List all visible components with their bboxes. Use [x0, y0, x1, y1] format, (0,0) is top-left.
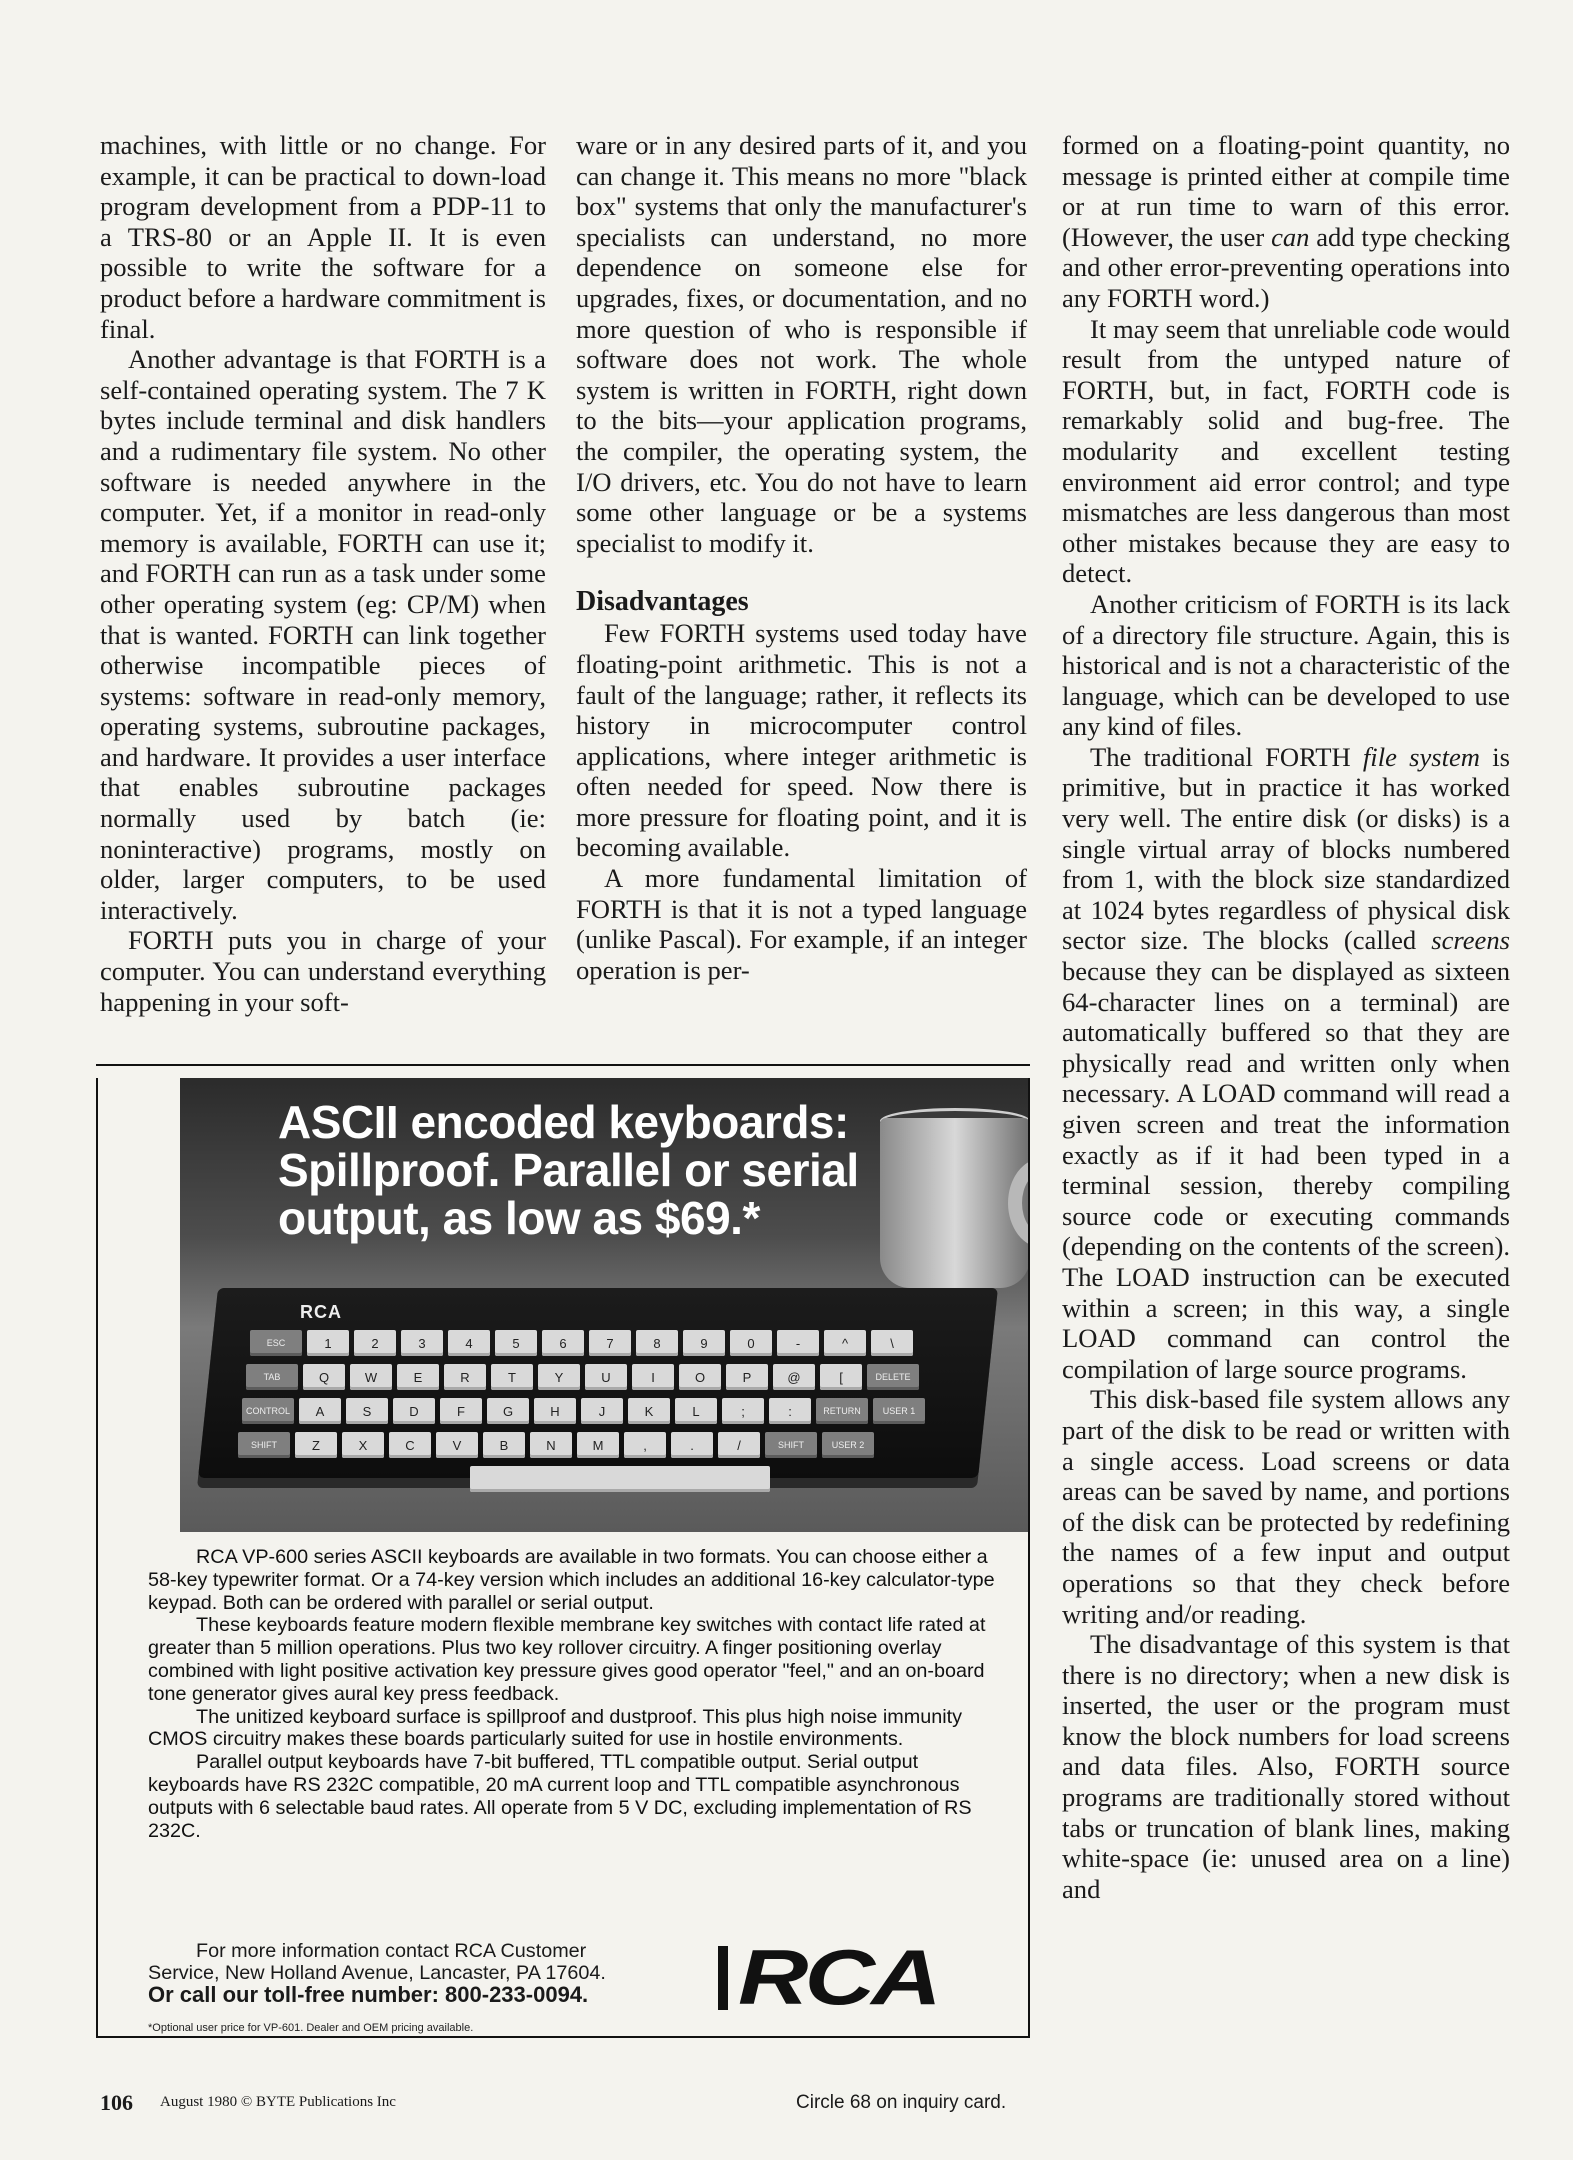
contact-line: For more information contact RCA Customer [196, 1940, 587, 1962]
paragraph: FORTH puts you in charge of your computer. You can understand everything happening in your soft- [100, 925, 546, 1017]
article-column-1 [100, 130, 546, 1017]
paragraph: It may seem that unreliable code would result from the untyped nature of FORTH, but, in fact, FORTH code is remarkably solid and bug-free. The modularity and excellent testing environment aid error control; and type mismatches are less dangerous than most other mistakes because they are easy to detect. [1062, 313, 1510, 589]
page-number: 106 [100, 2090, 133, 2115]
ad-paragraph: The unitized keyboard surface is spillproof and dustproof. This plus high noise immunity CMOS circuitry makes these boards particularly suited for use in hostile environments. [148, 1705, 963, 1751]
ad-photo-keyboard [180, 1078, 1028, 1532]
ad-paragraph: RCA VP-600 series ASCII keyboards are available in two formats. You can choose either a 58-key typewriter format. Or a 74-key version which includes an additional 16-key calculator-type keypad. Both can be ordered with parallel or serial output. [148, 1546, 995, 1614]
key: G [487, 1398, 529, 1424]
paragraph: machines, with little or no change. For example, it can be practical to down-load program development from a PDP-11 to a TRS-80 or an Apple II. It is even possible to write the software for a product before a hardware commitment is final. [100, 130, 546, 344]
key: ; [722, 1398, 764, 1424]
mug-icon [880, 1118, 1028, 1288]
key: - [777, 1330, 819, 1356]
key: ^ [824, 1330, 866, 1356]
key: . [671, 1432, 713, 1458]
key: A [299, 1398, 341, 1424]
ad-footnote: *Optional user price for VP-601. Dealer and OEM pricing available. [148, 2022, 474, 2034]
key: Q [303, 1364, 345, 1390]
text-run: The traditional FORTH [1090, 741, 1363, 772]
key: 7 [589, 1330, 631, 1356]
key: 5 [495, 1330, 537, 1356]
key: D [393, 1398, 435, 1424]
ad-body-copy [148, 1546, 1008, 1842]
text-run: because they can be displayed as sixteen 64-character lines on a terminal) are automatically buffered so that they are physically read and written only when necessary. A LOAD command will read a given screen and treat the information exactly as if it had been typed in a terminal session, thereby compiling source code or executing commands (depending on the contents of the screen). The LOAD instruction can be executed within a screen; in this way, a single LOAD command can control the compilation of large source programs. [1062, 956, 1510, 1384]
key: 3 [401, 1330, 443, 1356]
paragraph [1062, 742, 1510, 1384]
key: R [444, 1364, 486, 1390]
ad-contact [148, 1940, 708, 2006]
key: U [585, 1364, 627, 1390]
key: S [346, 1398, 388, 1424]
paragraph: This disk-based file system allows any part of the disk to be read or written with a single access. Load screens or data areas can be saved by name, and portions of the disk can be protected by redefining the names of a few input and output operations so that they check before writing and/or reading. [1062, 1384, 1510, 1629]
paragraph: Few FORTH systems used today have floating-point arithmetic. This is not a fault of the language; rather, it reflects its history in microcomputer control applications, where integer arithmetic is often needed for speed. Now there is more pressure for floating point, and it is becoming available. [576, 618, 1027, 863]
ad-top-rule [96, 1064, 1030, 1066]
key: USER 2 [822, 1432, 874, 1458]
key: RETURN [816, 1398, 868, 1424]
keyboard-row [246, 1364, 919, 1390]
key: H [534, 1398, 576, 1424]
keyboard-row [470, 1466, 770, 1492]
text-run: is primitive, but in practice it has worked very well. The entire disk (or disks) is a single virtual array of blocks numbered from 1, with the block size standardized at 1024 bytes regardless of physical disk sector size. The blocks (called [1062, 741, 1510, 956]
paragraph: A more fundamental limitation of FORTH is that it is not a typed language (unlike Pascal). For example, if an integer operation is per- [576, 863, 1027, 985]
key: 2 [354, 1330, 396, 1356]
contact-line: Service, New Holland Avenue, Lancaster, PA 17604. [148, 1962, 606, 1984]
emphasis: can [1271, 221, 1310, 252]
rca-logo: RCA [738, 1933, 938, 2021]
key: @ [773, 1364, 815, 1390]
key: 6 [542, 1330, 584, 1356]
key: E [397, 1364, 439, 1390]
article-column-2 [576, 130, 1027, 985]
emphasis: file system [1362, 741, 1481, 772]
article-column-3 [1062, 130, 1510, 1904]
rca-advertisement [96, 1078, 1030, 2038]
key: TAB [246, 1364, 298, 1390]
key: : [769, 1398, 811, 1424]
key: 4 [448, 1330, 490, 1356]
key: , [624, 1432, 666, 1458]
key: / [718, 1432, 760, 1458]
key: CONTROL [242, 1398, 294, 1424]
key: P [726, 1364, 768, 1390]
emphasis: screens [1431, 925, 1510, 956]
keyboard-row [250, 1330, 913, 1356]
key: L [675, 1398, 717, 1424]
key: X [342, 1432, 384, 1458]
key: 0 [730, 1330, 772, 1356]
key: [ [820, 1364, 862, 1390]
keyboard-row [242, 1398, 925, 1424]
key: T [491, 1364, 533, 1390]
key: ESC [250, 1330, 302, 1356]
paragraph: The disadvantage of this system is that there is no directory; when a new disk is inserted, the user or the program must know the block numbers for load screens and data files. Also, FORTH source programs are traditionally stored without tabs or truncation of blank lines, making white-space (ie: unused area on a line) and [1062, 1629, 1510, 1904]
key: F [440, 1398, 482, 1424]
paragraph: ware or in any desired parts of it, and you can change it. This means no more "black box" systems that only the manufacturer's specialists can understand, no more dependence on someone else for upgrades, fixes, or documentation, and no more question of who is responsible if software does not work. The whole system is written in FORTH, right down to the bits—your application programs, the compiler, the operating system, the I/O drivers, etc. You do not have to learn some other language or be a systems specialist to modify it. [576, 130, 1027, 558]
key: Y [538, 1364, 580, 1390]
key: V [436, 1432, 478, 1458]
key: B [483, 1432, 525, 1458]
key: M [577, 1432, 619, 1458]
publication-line: August 1980 © BYTE Publications Inc [160, 2094, 396, 2110]
key: Z [295, 1432, 337, 1458]
text-run: formed on a floating-point quantity, no message is printed either at compile time or at run time to warn of this error. (However, the user [1062, 130, 1510, 252]
text-run: add type checking and other error-preventing operations into any FORTH word.) [1062, 221, 1510, 313]
key: K [628, 1398, 670, 1424]
keyboard-brand: RCA [300, 1302, 342, 1322]
key: SHIFT [238, 1432, 290, 1458]
ad-paragraph: Parallel output keyboards have 7-bit buffered, TTL compatible output. Serial output keyboards have RS 232C compatible, 20 mA current loop and TTL compatible asynchronous outputs with 6 selectable baud rates. All operate from 5 V DC, excluding implementation of RS 232C. [148, 1751, 972, 1842]
key: 1 [307, 1330, 349, 1356]
key: N [530, 1432, 572, 1458]
rca-logo-bar [718, 1946, 728, 2010]
paragraph: Another advantage is that FORTH is a self-contained operating system. The 7 K bytes include terminal and disk handlers and a rudimentary file system. No other software is needed anywhere in the computer. Yet, if a monitor in read-only memory is available, FORTH can use it; and FORTH can run as a task under some other operating system (eg: CP/M) when that is wanted. FORTH can link together otherwise incompatible pieces of systems: software in read-only memory, operating systems, subroutine packages, and hardware. It provides a user interface that enables subroutine packages normally used by batch (ie: noninteractive) programs, mostly on older, larger computers, to be used interactively. [100, 344, 546, 925]
inquiry-card-note: Circle 68 on inquiry card. [796, 2092, 1007, 2113]
key: 8 [636, 1330, 678, 1356]
key: 9 [683, 1330, 725, 1356]
ad-paragraph: These keyboards feature modern flexible membrane key switches with contact life rated at greater than 5 million operations. Plus two key rollover circuitry. A finger positioning overlay combined with light positive activation key pressure gives good operator "feel," and an on-board tone generator gives aural key press feedback. [148, 1614, 986, 1705]
key: \ [871, 1330, 913, 1356]
section-heading-disadvantages: Disadvantages [576, 586, 749, 618]
key: O [679, 1364, 721, 1390]
key: W [350, 1364, 392, 1390]
paragraph: Another criticism of FORTH is its lack of a directory file structure. Again, this is historical and is not a characteristic of the language, which can be developed to use any kind of files. [1062, 588, 1510, 742]
toll-free-number: Or call our toll-free number: 800-233-0094. [148, 1982, 589, 2007]
key: USER 1 [873, 1398, 925, 1424]
key: C [389, 1432, 431, 1458]
ad-headline: ASCII encoded keyboards: Spillproof. Parallel or serial output, as low as $69.* [278, 1096, 859, 1244]
key: I [632, 1364, 674, 1390]
keyboard-row [238, 1432, 874, 1458]
paragraph [1062, 130, 1510, 314]
key: SHIFT [765, 1432, 817, 1458]
key: DELETE [867, 1364, 919, 1390]
spacebar [470, 1466, 770, 1492]
key: J [581, 1398, 623, 1424]
